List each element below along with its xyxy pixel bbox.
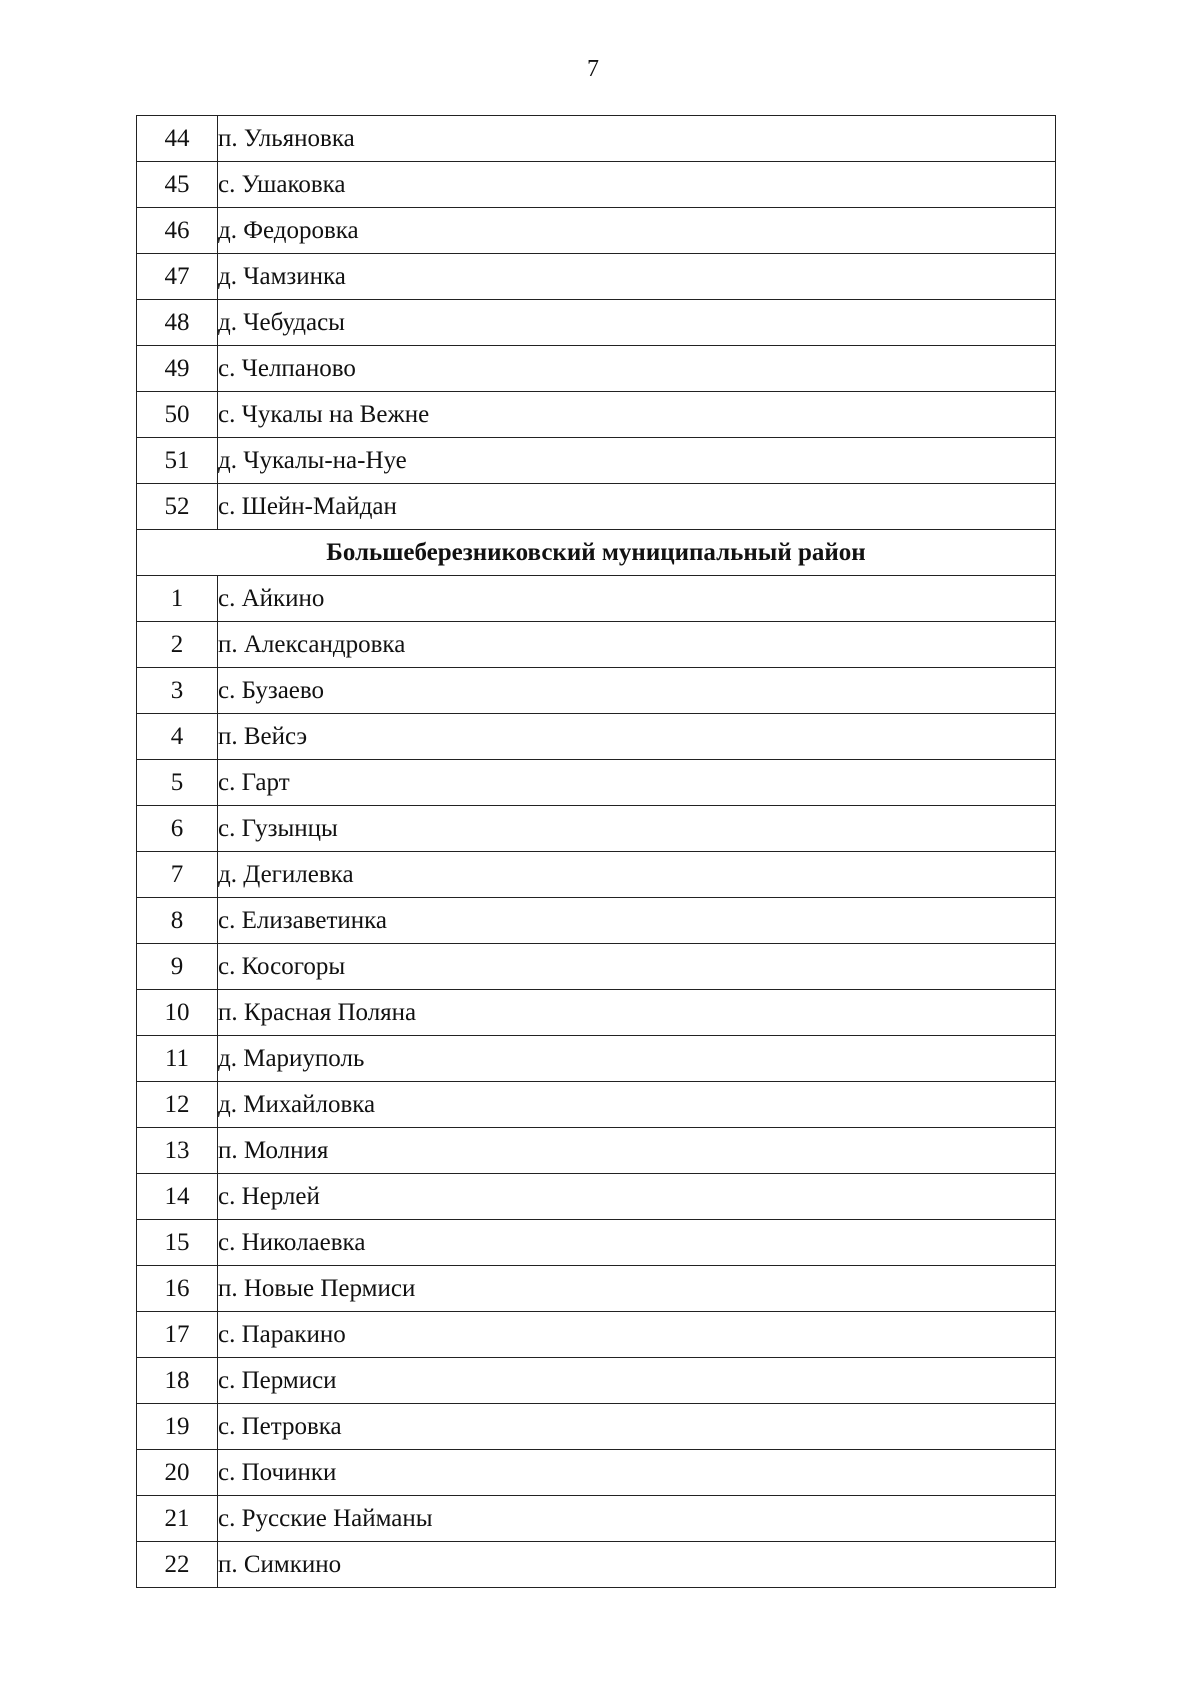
row-number: 48 xyxy=(137,300,218,346)
row-number: 5 xyxy=(137,760,218,806)
row-number: 20 xyxy=(137,1450,218,1496)
table-row xyxy=(137,1358,1056,1404)
row-number: 4 xyxy=(137,714,218,760)
row-number: 17 xyxy=(137,1312,218,1358)
row-number: 49 xyxy=(137,346,218,392)
row-number: 51 xyxy=(137,438,218,484)
settlement-name: с. Русские Найманы xyxy=(218,1496,1056,1542)
settlement-name: с. Гузынцы xyxy=(218,806,1056,852)
row-number: 22 xyxy=(137,1542,218,1588)
row-number: 15 xyxy=(137,1220,218,1266)
row-number: 9 xyxy=(137,944,218,990)
table-row xyxy=(137,714,1056,760)
row-number: 8 xyxy=(137,898,218,944)
table-row xyxy=(137,1312,1056,1358)
row-number: 52 xyxy=(137,484,218,530)
row-number: 50 xyxy=(137,392,218,438)
row-number: 2 xyxy=(137,622,218,668)
settlement-name: п. Красная Поляна xyxy=(218,990,1056,1036)
settlement-name: п. Новые Пермиси xyxy=(218,1266,1056,1312)
table-row xyxy=(137,438,1056,484)
page-number: 7 xyxy=(587,56,599,82)
settlement-name: с. Гарт xyxy=(218,760,1056,806)
table-row xyxy=(137,1404,1056,1450)
table-row xyxy=(137,1174,1056,1220)
table-row xyxy=(137,760,1056,806)
settlement-name: д. Чукалы-на-Нуе xyxy=(218,438,1056,484)
row-number: 7 xyxy=(137,852,218,898)
table-row xyxy=(137,1220,1056,1266)
settlement-name: с. Косогоры xyxy=(218,944,1056,990)
row-number: 16 xyxy=(137,1266,218,1312)
table-row xyxy=(137,1036,1056,1082)
row-number: 6 xyxy=(137,806,218,852)
table-row xyxy=(137,852,1056,898)
table-row xyxy=(137,1266,1056,1312)
row-number: 3 xyxy=(137,668,218,714)
table-row xyxy=(137,208,1056,254)
row-number: 19 xyxy=(137,1404,218,1450)
settlement-name: п. Симкино xyxy=(218,1542,1056,1588)
table-row xyxy=(137,1128,1056,1174)
row-number: 11 xyxy=(137,1036,218,1082)
settlement-name: п. Вейсэ xyxy=(218,714,1056,760)
row-number: 13 xyxy=(137,1128,218,1174)
settlement-name: д. Чебудасы xyxy=(218,300,1056,346)
settlement-name: п. Ульяновка xyxy=(218,116,1056,162)
row-number: 1 xyxy=(137,576,218,622)
row-number: 14 xyxy=(137,1174,218,1220)
row-number: 18 xyxy=(137,1358,218,1404)
settlement-name: с. Чукалы на Вежне xyxy=(218,392,1056,438)
row-number: 47 xyxy=(137,254,218,300)
table-row xyxy=(137,392,1056,438)
table-row xyxy=(137,806,1056,852)
table-row xyxy=(137,162,1056,208)
table-row xyxy=(137,1496,1056,1542)
row-number: 12 xyxy=(137,1082,218,1128)
row-number: 45 xyxy=(137,162,218,208)
settlement-name: с. Шейн-Майдан xyxy=(218,484,1056,530)
settlement-name: с. Ушаковка xyxy=(218,162,1056,208)
table-row xyxy=(137,346,1056,392)
table-row xyxy=(137,898,1056,944)
settlement-name: д. Дегилевка xyxy=(218,852,1056,898)
settlement-name: д. Мариуполь xyxy=(218,1036,1056,1082)
settlement-name: с. Нерлей xyxy=(218,1174,1056,1220)
settlement-name: д. Чамзинка xyxy=(218,254,1056,300)
table-row xyxy=(137,116,1056,162)
section-title: Большеберезниковский муниципальный район xyxy=(137,530,1056,576)
settlement-name: д. Михайловка xyxy=(218,1082,1056,1128)
row-number: 44 xyxy=(137,116,218,162)
settlements-table xyxy=(136,115,1056,1588)
table-row xyxy=(137,300,1056,346)
table-row xyxy=(137,622,1056,668)
settlement-name: с. Елизаветинка xyxy=(218,898,1056,944)
table-row xyxy=(137,484,1056,530)
table-row xyxy=(137,1082,1056,1128)
section-header-row xyxy=(137,530,1056,576)
table-row xyxy=(137,668,1056,714)
table-row xyxy=(137,1542,1056,1588)
settlement-name: д. Федоровка xyxy=(218,208,1056,254)
settlement-name: с. Айкино xyxy=(218,576,1056,622)
table-row xyxy=(137,1450,1056,1496)
settlement-name: с. Починки xyxy=(218,1450,1056,1496)
table-row xyxy=(137,576,1056,622)
settlement-name: с. Паракино xyxy=(218,1312,1056,1358)
settlement-name: с. Петровка xyxy=(218,1404,1056,1450)
settlement-name: п. Молния xyxy=(218,1128,1056,1174)
settlement-name: с. Челпаново xyxy=(218,346,1056,392)
table-row xyxy=(137,990,1056,1036)
row-number: 10 xyxy=(137,990,218,1036)
settlement-name: с. Пермиси xyxy=(218,1358,1056,1404)
table-row xyxy=(137,254,1056,300)
table-row xyxy=(137,944,1056,990)
row-number: 46 xyxy=(137,208,218,254)
settlement-name: с. Николаевка xyxy=(218,1220,1056,1266)
settlement-name: п. Александровка xyxy=(218,622,1056,668)
settlements-table-body xyxy=(137,116,1056,1588)
settlement-name: с. Бузаево xyxy=(218,668,1056,714)
row-number: 21 xyxy=(137,1496,218,1542)
